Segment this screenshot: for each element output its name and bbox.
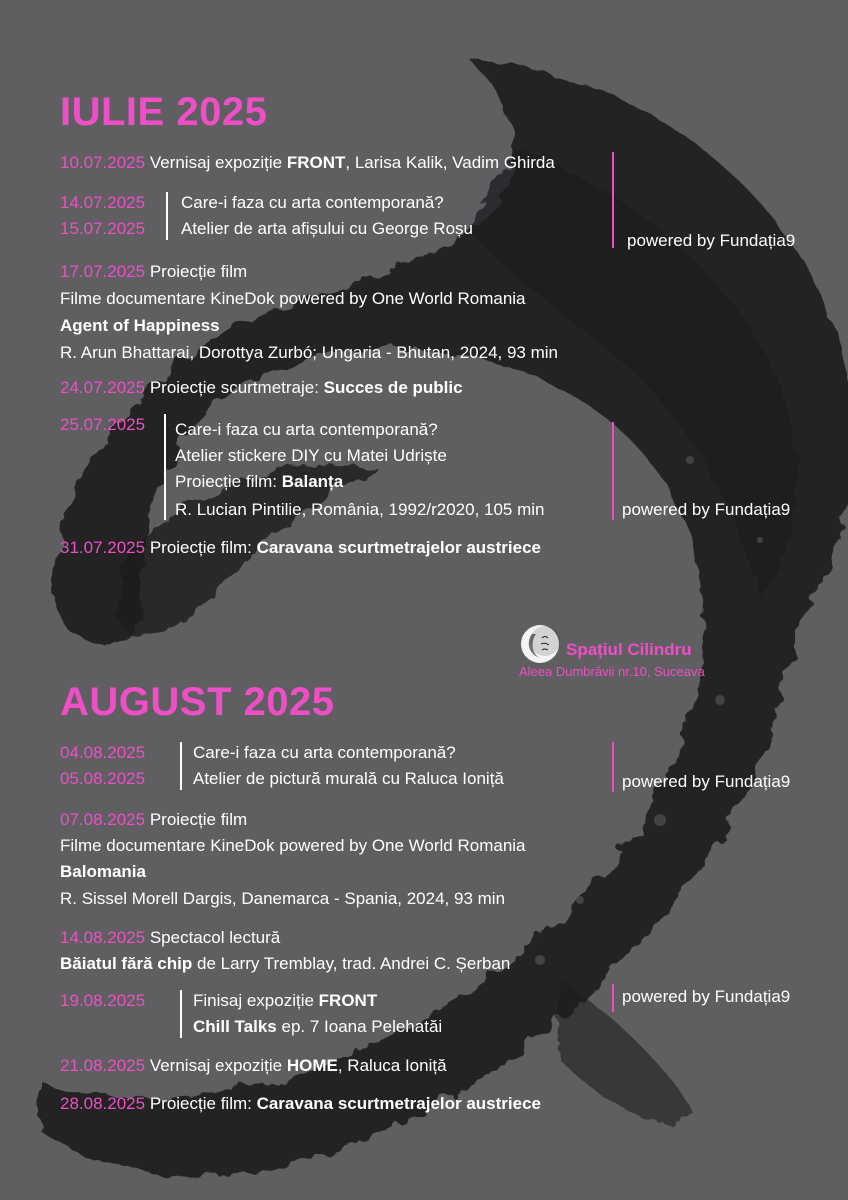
event-date: 25.07.2025 bbox=[60, 415, 146, 434]
event-divider bbox=[164, 414, 166, 520]
event-divider bbox=[166, 192, 168, 240]
powered-divider bbox=[612, 422, 614, 520]
venue-address: Aleea Dumbrăvii nr.10, Suceava bbox=[519, 664, 705, 679]
event-august-3: 14.08.2025 Spectacol lectură bbox=[60, 928, 281, 947]
event-line: Atelier stickere DIY cu Matei Udriște bbox=[175, 446, 447, 465]
event-line: Care-i faza cu arta contemporană? bbox=[193, 743, 456, 762]
film-credits: R. Sissel Morell Dargis, Danemarca - Spania, 2024, 93 min bbox=[60, 889, 506, 908]
event-line: Filme documentare KineDok powered by One World Romania bbox=[60, 289, 526, 308]
film-title: Balomania bbox=[60, 862, 146, 881]
event-august-5: 21.08.2025 Vernisaj expoziție HOME, Raluca Ioniță bbox=[60, 1056, 447, 1075]
event-date: 14.07.2025 bbox=[60, 193, 146, 212]
event-iulie-1: 10.07.2025 Vernisaj expoziție FRONT, Larisa Kalik, Vadim Ghirda bbox=[60, 153, 555, 172]
powered-by-label: powered by Fundația9 bbox=[627, 231, 796, 250]
film-title: Agent of Happiness bbox=[60, 316, 220, 335]
event-august-2: 07.08.2025 Proiecție film bbox=[60, 810, 248, 829]
event-date: 10.07.2025 bbox=[60, 153, 146, 172]
powered-divider bbox=[612, 984, 614, 1012]
event-date: 05.08.2025 bbox=[60, 769, 146, 788]
film-credits: R. Arun Bhattarai, Dorottya Zurbó; Ungaria - Bhutan, 2024, 93 min bbox=[60, 343, 558, 362]
event-date: 04.08.2025 bbox=[60, 743, 146, 762]
film-credits: R. Lucian Pintilie, România, 1992/r2020, 105 min bbox=[175, 500, 545, 519]
powered-by-label: powered by Fundația9 bbox=[622, 500, 791, 519]
month-heading-august: AUGUST 2025 bbox=[60, 680, 335, 724]
powered-by-label: powered by Fundația9 bbox=[622, 987, 791, 1006]
moon-logo-icon bbox=[520, 624, 560, 664]
event-iulie-3: 17.07.2025 Proiecție film bbox=[60, 262, 248, 281]
event-date: 19.08.2025 bbox=[60, 991, 146, 1010]
event-august-6: 28.08.2025 Proiecție film: Caravana scurtmetrajelor austriece bbox=[60, 1094, 542, 1113]
event-line: Care-i faza cu arta contemporană? bbox=[181, 193, 444, 212]
powered-divider bbox=[612, 152, 614, 248]
month-heading-iulie: IULIE 2025 bbox=[60, 90, 268, 134]
event-line: Proiecție film: Balanța bbox=[175, 472, 344, 491]
event-line: Care-i faza cu arta contemporană? bbox=[175, 420, 438, 439]
event-divider bbox=[180, 990, 182, 1038]
event-divider bbox=[180, 742, 182, 790]
event-iulie-6: 31.07.2025 Proiecție film: Caravana scurtmetrajelor austriece bbox=[60, 538, 542, 557]
event-line: Chill Talks ep. 7 Ioana Pelehatăi bbox=[193, 1017, 443, 1036]
event-line: Filme documentare KineDok powered by One World Romania bbox=[60, 836, 526, 855]
event-line: Atelier de pictură murală cu Raluca Ioniță bbox=[193, 769, 504, 788]
venue-name: Spațiul Cilindru bbox=[566, 640, 692, 659]
powered-divider bbox=[612, 742, 614, 792]
powered-by-label: powered by Fundația9 bbox=[622, 772, 791, 791]
event-line: Băiatul fără chip de Larry Tremblay, trad. Andrei C. Șerban bbox=[60, 954, 511, 973]
event-date: 15.07.2025 bbox=[60, 219, 146, 238]
event-iulie-4: 24.07.2025 Proiecție scurtmetraje: Succes de public bbox=[60, 378, 463, 397]
event-line: Atelier de arta afișului cu George Roșu bbox=[181, 219, 473, 238]
event-line: Finisaj expoziție FRONT bbox=[193, 991, 378, 1010]
